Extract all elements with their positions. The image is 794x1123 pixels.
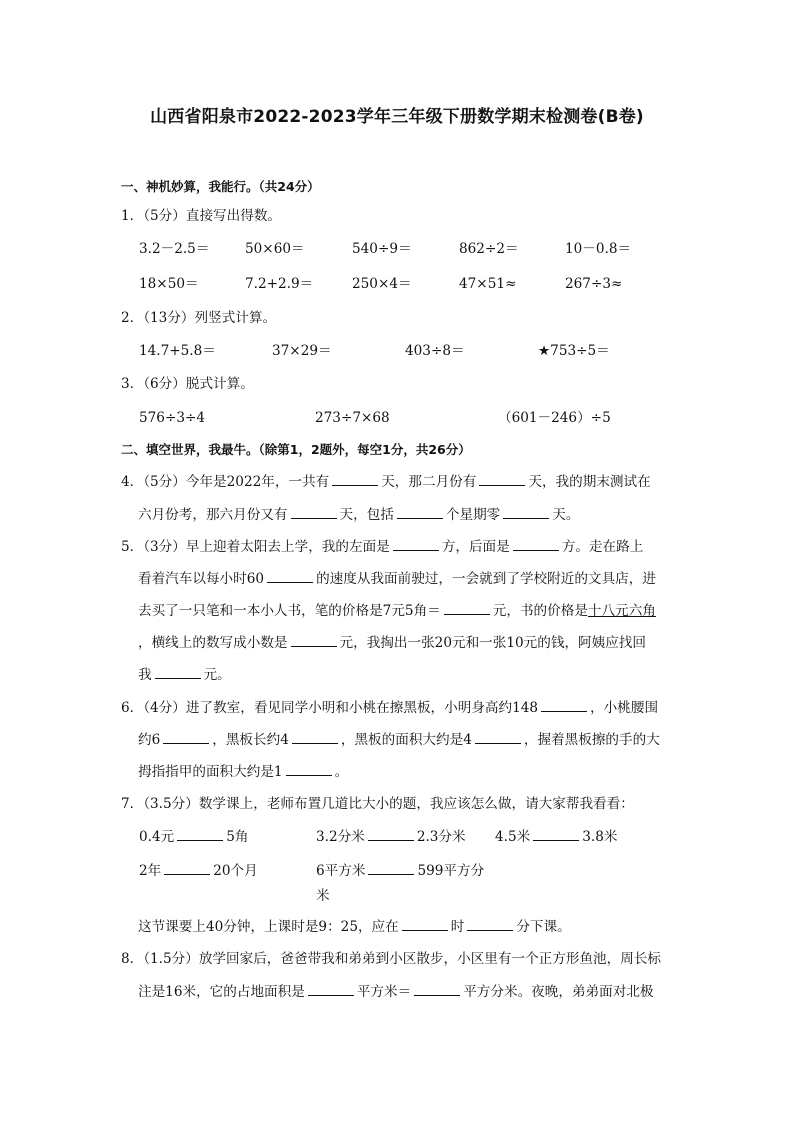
question-4-line-2 <box>138 506 579 524</box>
question-5-line-2 <box>138 570 656 588</box>
q4-text: 天。 <box>552 507 580 523</box>
compare-left: 3.2分米 <box>316 829 365 845</box>
q2-item: 403÷8＝ <box>405 343 465 359</box>
compare-right: 3.8米 <box>582 829 618 845</box>
q2-item: ★753÷5＝ <box>538 343 610 359</box>
answer-blank[interactable] <box>267 570 313 583</box>
q8-text: 平方米＝ <box>356 984 412 1000</box>
question-2-heading: 2．（13分）列竖式计算。 <box>121 310 277 326</box>
q1-item: 540÷9＝ <box>352 241 412 257</box>
q2-item: 37×29＝ <box>272 343 332 359</box>
q3-item: 273÷7×68 <box>315 410 390 426</box>
q7-text: 时 <box>450 919 465 935</box>
q1-item: 7.2+2.9＝ <box>245 276 314 292</box>
q6-text: ，小桃腰围 <box>590 700 659 716</box>
q5-text: 方，后面是 <box>441 539 510 555</box>
q1-item: 50×60＝ <box>245 241 305 257</box>
compare-right: 599平方分 <box>417 863 485 879</box>
answer-blank[interactable] <box>467 918 513 931</box>
answer-blank[interactable] <box>291 506 337 519</box>
question-8-line-1: 8．（1.5分）放学回家后，爸爸带我和弟弟到小区散步，小区里有一个正方形鱼池，周长标 <box>121 951 662 967</box>
compare-item <box>139 828 248 846</box>
underlined-amount: 十八元六角 <box>587 603 656 619</box>
q6-text: 6．（4分）进了教室，看见同学小明和小桃在擦黑板，小明身高约148 <box>121 700 539 716</box>
answer-blank[interactable] <box>475 731 521 744</box>
answer-blank[interactable] <box>332 473 378 486</box>
question-4-line-1 <box>121 473 651 491</box>
q5-text: 元，我掏出一张20元和一张10元的钱，阿姨应找回 <box>339 635 646 651</box>
q6-text: ，黑板长约4 <box>212 732 289 748</box>
question-7-time-line <box>138 918 571 936</box>
answer-blank[interactable] <box>513 538 559 551</box>
question-1-heading: 1．（5分）直接写出得数。 <box>121 208 282 224</box>
compare-item <box>139 862 258 880</box>
q5-text: 看着汽车以每小时60 <box>138 571 265 587</box>
q4-text: 4．（5分）今年是2022年，一共有 <box>121 474 330 490</box>
q5-text: 的速度从我面前驶过，一会就到了学校附近的文具店，进 <box>316 571 656 587</box>
q7-text: 分下课。 <box>516 919 571 935</box>
answer-blank[interactable] <box>402 918 448 931</box>
answer-blank[interactable] <box>286 763 332 776</box>
q6-text: 约6 <box>138 732 161 748</box>
q8-text: 平方分米。夜晚，弟弟面对北极 <box>463 984 654 1000</box>
compare-left: 6平方米 <box>316 863 366 879</box>
answer-blank[interactable] <box>393 538 439 551</box>
q4-text: 天，包括 <box>339 507 394 523</box>
answer-blank[interactable] <box>541 699 587 712</box>
question-5-line-3 <box>138 602 656 620</box>
answer-blank[interactable] <box>479 473 525 486</box>
compare-right: 2.3分米 <box>416 829 466 845</box>
compare-item <box>495 828 617 846</box>
page-title: 山西省阳泉市2022-2023学年三年级下册数学期末检测卷(B卷) <box>150 107 644 127</box>
question-7-heading: 7．（3.5分）数学课上，老师布置几道比大小的题，我应该怎么做，请大家帮我看看： <box>121 796 634 812</box>
answer-blank[interactable] <box>164 862 210 875</box>
q2-item: 14.7+5.8＝ <box>139 343 216 359</box>
q1-item: 3.2－2.5＝ <box>139 241 210 257</box>
q5-text: 去买了一只笔和一本小人书，笔的价格是7元5角＝ <box>138 603 441 619</box>
q3-item: （601－246）÷5 <box>498 410 611 426</box>
answer-blank[interactable] <box>177 828 223 841</box>
q1-item: 862÷2＝ <box>459 241 519 257</box>
compare-right: 5角 <box>226 829 249 845</box>
answer-blank[interactable] <box>414 983 460 996</box>
q6-text: ，黑板的面积大约是4 <box>340 732 472 748</box>
compare-right: 20个月 <box>213 863 258 879</box>
q1-item: 250×4＝ <box>352 276 412 292</box>
section-heading-1: 一、神机妙算，我能行。（共24分） <box>121 179 320 194</box>
question-5-line-5 <box>138 666 231 684</box>
answer-blank[interactable] <box>368 862 414 875</box>
q6-text: ，握着黑板擦的手的大 <box>523 732 660 748</box>
q4-text: 个星期零 <box>445 507 501 523</box>
question-6-line-2 <box>138 731 660 749</box>
question-6-line-3 <box>138 763 348 781</box>
q5-text: 元，书的价格是 <box>492 603 588 619</box>
q5-text: ，横线上的数写成小数是 <box>138 635 288 651</box>
question-6-line-1 <box>121 699 658 717</box>
answer-blank[interactable] <box>503 506 549 519</box>
q5-text: 我 <box>138 667 152 683</box>
q5-text: 元。 <box>203 667 231 683</box>
q4-text: 天，我的期末测试在 <box>528 474 651 490</box>
compare-left: 2年 <box>139 863 162 879</box>
q1-item: 10－0.8＝ <box>565 241 632 257</box>
section-heading-2: 二、填空世界，我最牛。（除第1，2题外，每空1分，共26分） <box>121 442 471 457</box>
question-8-line-2 <box>138 983 654 1001</box>
q4-text: 天，那二月份有 <box>381 474 477 490</box>
compare-left: 4.5米 <box>495 829 531 845</box>
q3-item: 576÷3÷4 <box>139 410 206 426</box>
answer-blank[interactable] <box>308 983 354 996</box>
compare-item <box>316 828 466 846</box>
answer-blank[interactable] <box>397 506 443 519</box>
q1-item: 47×51≈ <box>459 276 517 292</box>
question-3-heading: 3．（6分）脱式计算。 <box>121 376 254 392</box>
answer-blank[interactable] <box>292 731 338 744</box>
answer-blank[interactable] <box>291 634 337 647</box>
q1-item: 18×50＝ <box>139 276 199 292</box>
answer-blank[interactable] <box>163 731 209 744</box>
q5-text: 方。走在路上 <box>561 539 644 555</box>
answer-blank[interactable] <box>155 666 201 679</box>
q1-item: 267÷3≈ <box>565 276 623 292</box>
q8-text: 注是16米，它的占地面积是 <box>138 984 305 1000</box>
answer-blank[interactable] <box>368 828 414 841</box>
compare-wrap-text: 米 <box>316 888 330 904</box>
question-5-line-4 <box>138 634 646 652</box>
q6-text: 拇指指甲的面积大约是1 <box>138 764 283 780</box>
question-5-line-1 <box>121 538 643 556</box>
answer-blank[interactable] <box>533 828 579 841</box>
q7-text: 这节课要上40分钟，上课时是9：25，应在 <box>138 919 399 935</box>
compare-item <box>316 862 484 880</box>
compare-left: 0.4元 <box>139 829 175 845</box>
q5-text: 5．（3分）早上迎着太阳去上学，我的左面是 <box>121 539 390 555</box>
answer-blank[interactable] <box>444 602 490 615</box>
q4-text: 六月份考，那六月份又有 <box>138 507 288 523</box>
q6-text: 。 <box>334 764 349 780</box>
